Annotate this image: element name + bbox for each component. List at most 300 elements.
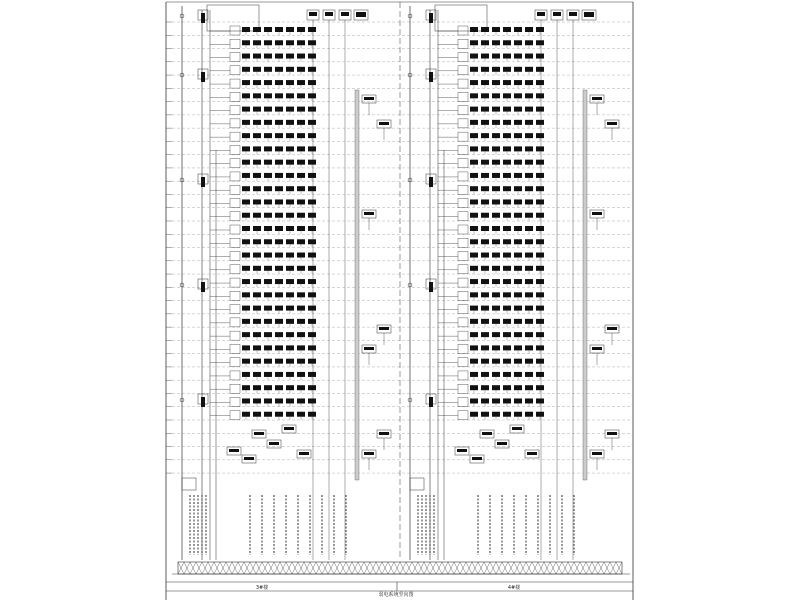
unit-terminal-icon — [253, 199, 261, 204]
cabinet-symbol-fill — [379, 327, 389, 330]
unit-terminal-icon — [297, 40, 305, 45]
unit-terminal-icon — [308, 133, 316, 138]
unit-terminal-icon — [481, 213, 489, 218]
bottom-equipment-fill — [527, 452, 537, 455]
cabinet-symbol-fill — [592, 212, 602, 215]
unit-terminal-icon — [536, 173, 544, 178]
unit-terminal-icon — [503, 54, 511, 59]
unit-terminal-icon — [275, 306, 283, 311]
unit-terminal-icon — [253, 239, 261, 244]
unit-terminal-icon — [514, 40, 522, 45]
unit-terminal-icon — [470, 213, 478, 218]
unit-terminal-icon — [242, 412, 250, 417]
floor-distribution-box — [458, 212, 468, 221]
unit-terminal-icon — [253, 332, 261, 337]
unit-terminal-icon — [536, 67, 544, 72]
unit-terminal-icon — [525, 398, 533, 403]
unit-terminal-icon — [253, 146, 261, 151]
unit-terminal-icon — [492, 107, 500, 112]
unit-terminal-icon — [264, 107, 272, 112]
unit-terminal-icon — [536, 186, 544, 191]
floor-distribution-box — [458, 252, 468, 261]
unit-terminal-icon — [481, 67, 489, 72]
unit-terminal-icon — [470, 40, 478, 45]
unit-terminal-icon — [275, 40, 283, 45]
unit-terminal-icon — [470, 372, 478, 377]
unit-terminal-icon — [286, 54, 294, 59]
unit-terminal-icon — [492, 120, 500, 125]
unit-terminal-icon — [286, 306, 294, 311]
unit-terminal-icon — [503, 332, 511, 337]
floor-distribution-box — [230, 225, 240, 234]
unit-terminal-icon — [492, 266, 500, 271]
unit-terminal-icon — [514, 359, 522, 364]
unit-terminal-icon — [503, 40, 511, 45]
unit-terminal-icon — [481, 120, 489, 125]
unit-terminal-icon — [297, 319, 305, 324]
unit-terminal-icon — [286, 120, 294, 125]
unit-terminal-icon — [264, 372, 272, 377]
floor-distribution-box — [230, 291, 240, 300]
unit-terminal-icon — [242, 253, 250, 258]
unit-terminal-icon — [275, 67, 283, 72]
floor-distribution-box — [458, 411, 468, 420]
unit-terminal-icon — [470, 226, 478, 231]
unit-terminal-icon — [253, 54, 261, 59]
unit-terminal-icon — [536, 27, 544, 32]
unit-terminal-icon — [481, 27, 489, 32]
floor-junction-fill — [429, 397, 433, 407]
floor-distribution-box — [230, 371, 240, 380]
unit-terminal-icon — [242, 239, 250, 244]
unit-terminal-icon — [264, 213, 272, 218]
unit-terminal-icon — [503, 359, 511, 364]
unit-terminal-icon — [253, 345, 261, 350]
unit-terminal-icon — [470, 412, 478, 417]
unit-terminal-icon — [297, 213, 305, 218]
unit-terminal-icon — [308, 80, 316, 85]
floor-distribution-box — [230, 39, 240, 48]
floor-distribution-box — [230, 53, 240, 62]
unit-terminal-icon — [481, 80, 489, 85]
unit-terminal-icon — [503, 146, 511, 151]
unit-terminal-icon — [481, 372, 489, 377]
unit-terminal-icon — [297, 345, 305, 350]
unit-terminal-icon — [492, 133, 500, 138]
unit-terminal-icon — [492, 239, 500, 244]
floor-distribution-box — [230, 26, 240, 35]
floor-distribution-box — [230, 119, 240, 128]
unit-terminal-icon — [242, 266, 250, 271]
unit-terminal-icon — [275, 54, 283, 59]
unit-terminal-icon — [514, 279, 522, 284]
unit-terminal-icon — [264, 40, 272, 45]
unit-terminal-icon — [286, 67, 294, 72]
unit-terminal-icon — [470, 345, 478, 350]
unit-terminal-icon — [308, 199, 316, 204]
unit-terminal-icon — [286, 27, 294, 32]
unit-terminal-icon — [514, 160, 522, 165]
unit-terminal-icon — [242, 27, 250, 32]
unit-terminal-icon — [492, 292, 500, 297]
unit-terminal-icon — [492, 67, 500, 72]
unit-terminal-icon — [264, 54, 272, 59]
unit-terminal-icon — [275, 133, 283, 138]
unit-terminal-icon — [492, 332, 500, 337]
unit-terminal-icon — [275, 412, 283, 417]
unit-terminal-icon — [503, 67, 511, 72]
unit-terminal-icon — [275, 27, 283, 32]
unit-terminal-icon — [275, 319, 283, 324]
unit-terminal-icon — [275, 213, 283, 218]
unit-terminal-icon — [503, 292, 511, 297]
floor-distribution-box — [230, 397, 240, 406]
unit-terminal-icon — [481, 279, 489, 284]
cabinet-symbol-fill — [592, 97, 602, 100]
unit-terminal-icon — [286, 319, 294, 324]
unit-terminal-icon — [536, 292, 544, 297]
unit-terminal-icon — [525, 67, 533, 72]
unit-terminal-icon — [536, 332, 544, 337]
unit-terminal-icon — [242, 199, 250, 204]
unit-terminal-icon — [503, 173, 511, 178]
unit-terminal-icon — [242, 306, 250, 311]
unit-terminal-icon — [242, 292, 250, 297]
unit-terminal-icon — [481, 398, 489, 403]
unit-terminal-icon — [525, 173, 533, 178]
unit-terminal-icon — [275, 186, 283, 191]
floor-junction-fill — [429, 282, 433, 292]
unit-terminal-icon — [470, 146, 478, 151]
unit-terminal-icon — [514, 266, 522, 271]
unit-terminal-icon — [297, 292, 305, 297]
unit-terminal-icon — [286, 93, 294, 98]
unit-terminal-icon — [253, 67, 261, 72]
unit-terminal-icon — [514, 345, 522, 350]
unit-terminal-icon — [481, 186, 489, 191]
unit-terminal-icon — [286, 213, 294, 218]
cabinet-symbol-fill — [607, 432, 617, 435]
unit-terminal-icon — [536, 372, 544, 377]
unit-terminal-icon — [253, 226, 261, 231]
unit-terminal-icon — [470, 266, 478, 271]
unit-terminal-icon — [264, 226, 272, 231]
top-equipment-fill — [553, 12, 561, 16]
floor-distribution-box — [230, 238, 240, 247]
unit-terminal-icon — [492, 213, 500, 218]
unit-terminal-icon — [253, 80, 261, 85]
unit-terminal-icon — [297, 54, 305, 59]
unit-terminal-icon — [514, 93, 522, 98]
unit-terminal-icon — [503, 345, 511, 350]
floor-distribution-box — [458, 66, 468, 75]
floor-distribution-box — [230, 358, 240, 367]
unit-terminal-icon — [514, 67, 522, 72]
bottom-equipment-fill — [254, 432, 264, 435]
unit-terminal-icon — [297, 27, 305, 32]
unit-terminal-icon — [308, 186, 316, 191]
unit-terminal-icon — [525, 279, 533, 284]
unit-terminal-icon — [481, 385, 489, 390]
unit-terminal-icon — [536, 80, 544, 85]
unit-terminal-icon — [297, 160, 305, 165]
unit-terminal-icon — [492, 226, 500, 231]
unit-terminal-icon — [470, 173, 478, 178]
unit-terminal-icon — [264, 27, 272, 32]
building-label-left: 3#楼 — [255, 585, 269, 591]
floor-distribution-box — [230, 331, 240, 340]
floor-distribution-box — [458, 278, 468, 287]
unit-terminal-icon — [536, 319, 544, 324]
top-header-box — [435, 5, 487, 31]
unit-terminal-icon — [264, 345, 272, 350]
unit-terminal-icon — [470, 107, 478, 112]
unit-terminal-icon — [514, 54, 522, 59]
unit-terminal-icon — [286, 412, 294, 417]
top-equipment-fill — [584, 12, 594, 17]
unit-terminal-icon — [308, 412, 316, 417]
unit-terminal-icon — [503, 398, 511, 403]
unit-terminal-icon — [492, 372, 500, 377]
unit-terminal-icon — [242, 332, 250, 337]
unit-terminal-icon — [253, 319, 261, 324]
unit-terminal-icon — [275, 279, 283, 284]
unit-terminal-icon — [242, 186, 250, 191]
unit-terminal-icon — [264, 332, 272, 337]
floor-distribution-box — [230, 212, 240, 221]
unit-terminal-icon — [536, 359, 544, 364]
unit-terminal-icon — [514, 107, 522, 112]
unit-terminal-icon — [492, 40, 500, 45]
unit-terminal-icon — [286, 359, 294, 364]
unit-terminal-icon — [470, 385, 478, 390]
cabinet-symbol-fill — [592, 347, 602, 350]
cabinet-symbol-fill — [364, 212, 374, 215]
unit-terminal-icon — [264, 80, 272, 85]
unit-terminal-icon — [297, 385, 305, 390]
unit-terminal-icon — [297, 372, 305, 377]
unit-terminal-icon — [275, 80, 283, 85]
unit-terminal-icon — [470, 239, 478, 244]
unit-terminal-icon — [308, 306, 316, 311]
unit-terminal-icon — [297, 80, 305, 85]
unit-terminal-icon — [297, 253, 305, 258]
unit-terminal-icon — [297, 133, 305, 138]
unit-terminal-icon — [264, 279, 272, 284]
unit-terminal-icon — [253, 120, 261, 125]
floor-distribution-box — [230, 172, 240, 181]
unit-terminal-icon — [481, 266, 489, 271]
unit-terminal-icon — [525, 107, 533, 112]
unit-terminal-icon — [286, 292, 294, 297]
unit-terminal-icon — [525, 412, 533, 417]
unit-terminal-icon — [286, 385, 294, 390]
unit-terminal-icon — [525, 306, 533, 311]
bottom-equipment-fill — [229, 449, 239, 452]
unit-terminal-icon — [503, 266, 511, 271]
top-header-box — [207, 5, 259, 31]
unit-terminal-icon — [264, 67, 272, 72]
floor-distribution-box — [458, 172, 468, 181]
unit-terminal-icon — [253, 107, 261, 112]
unit-terminal-icon — [525, 40, 533, 45]
unit-terminal-icon — [253, 385, 261, 390]
unit-terminal-icon — [242, 160, 250, 165]
unit-terminal-icon — [503, 160, 511, 165]
floor-distribution-box — [230, 79, 240, 88]
unit-terminal-icon — [481, 199, 489, 204]
unit-terminal-icon — [492, 199, 500, 204]
unit-terminal-icon — [264, 292, 272, 297]
unit-terminal-icon — [264, 398, 272, 403]
unit-terminal-icon — [275, 292, 283, 297]
unit-terminal-icon — [525, 160, 533, 165]
bottom-equipment-fill — [284, 427, 294, 430]
unit-terminal-icon — [286, 199, 294, 204]
unit-terminal-icon — [297, 412, 305, 417]
unit-terminal-icon — [242, 54, 250, 59]
floor-distribution-box — [230, 185, 240, 194]
unit-terminal-icon — [308, 372, 316, 377]
unit-terminal-icon — [253, 213, 261, 218]
floor-distribution-box — [458, 225, 468, 234]
unit-terminal-icon — [275, 372, 283, 377]
unit-terminal-icon — [492, 306, 500, 311]
unit-terminal-icon — [242, 359, 250, 364]
cabinet-symbol-fill — [607, 122, 617, 125]
floor-distribution-box — [458, 344, 468, 353]
floor-distribution-box — [230, 198, 240, 207]
unit-terminal-icon — [514, 412, 522, 417]
top-equipment-fill — [341, 12, 349, 16]
unit-terminal-icon — [481, 359, 489, 364]
floor-distribution-box — [458, 331, 468, 340]
unit-terminal-icon — [286, 186, 294, 191]
unit-terminal-icon — [470, 199, 478, 204]
unit-terminal-icon — [514, 199, 522, 204]
floor-distribution-box — [458, 238, 468, 247]
diagram-title: 弱电系统竖向图 — [378, 592, 414, 598]
unit-terminal-icon — [253, 173, 261, 178]
unit-terminal-icon — [286, 133, 294, 138]
unit-terminal-icon — [470, 306, 478, 311]
floor-junction-fill — [201, 397, 205, 407]
bottom-equipment-fill — [457, 449, 467, 452]
unit-terminal-icon — [481, 345, 489, 350]
floor-distribution-box — [230, 92, 240, 101]
unit-terminal-icon — [481, 319, 489, 324]
unit-terminal-icon — [297, 306, 305, 311]
floor-distribution-box — [230, 384, 240, 393]
unit-terminal-icon — [264, 253, 272, 258]
unit-terminal-icon — [481, 173, 489, 178]
unit-terminal-icon — [525, 186, 533, 191]
unit-terminal-icon — [536, 412, 544, 417]
floor-junction-fill — [201, 177, 205, 187]
unit-terminal-icon — [297, 359, 305, 364]
unit-terminal-icon — [525, 226, 533, 231]
unit-terminal-icon — [492, 345, 500, 350]
unit-terminal-icon — [308, 279, 316, 284]
unit-terminal-icon — [514, 372, 522, 377]
unit-terminal-icon — [308, 120, 316, 125]
unit-terminal-icon — [525, 332, 533, 337]
floor-distribution-box — [458, 305, 468, 314]
unit-terminal-icon — [481, 239, 489, 244]
floor-distribution-box — [458, 106, 468, 115]
unit-terminal-icon — [536, 146, 544, 151]
unit-terminal-icon — [264, 173, 272, 178]
unit-terminal-icon — [275, 173, 283, 178]
unit-terminal-icon — [514, 332, 522, 337]
cabinet-symbol-fill — [607, 327, 617, 330]
unit-terminal-icon — [297, 107, 305, 112]
unit-terminal-icon — [286, 146, 294, 151]
top-equipment-fill — [356, 12, 366, 17]
floor-distribution-box — [458, 198, 468, 207]
unit-terminal-icon — [536, 213, 544, 218]
unit-terminal-icon — [242, 146, 250, 151]
unit-terminal-icon — [525, 146, 533, 151]
floor-junction-fill — [201, 13, 205, 23]
unit-terminal-icon — [492, 54, 500, 59]
unit-terminal-icon — [264, 412, 272, 417]
unit-terminal-icon — [286, 40, 294, 45]
unit-terminal-icon — [264, 160, 272, 165]
unit-terminal-icon — [514, 27, 522, 32]
unit-terminal-icon — [242, 107, 250, 112]
unit-terminal-icon — [286, 332, 294, 337]
unit-terminal-icon — [536, 385, 544, 390]
unit-terminal-icon — [492, 398, 500, 403]
unit-terminal-icon — [492, 160, 500, 165]
unit-terminal-icon — [308, 160, 316, 165]
unit-terminal-icon — [308, 239, 316, 244]
ground-hatch — [172, 562, 630, 574]
unit-terminal-icon — [470, 133, 478, 138]
floor-distribution-box — [230, 278, 240, 287]
unit-terminal-icon — [264, 199, 272, 204]
unit-terminal-icon — [308, 40, 316, 45]
unit-terminal-icon — [525, 213, 533, 218]
floor-distribution-box — [458, 384, 468, 393]
unit-terminal-icon — [503, 239, 511, 244]
unit-terminal-icon — [275, 266, 283, 271]
unit-terminal-icon — [492, 80, 500, 85]
unit-terminal-icon — [297, 398, 305, 403]
unit-terminal-icon — [253, 253, 261, 258]
unit-terminal-icon — [536, 93, 544, 98]
unit-terminal-icon — [297, 332, 305, 337]
unit-terminal-icon — [242, 213, 250, 218]
unit-terminal-icon — [514, 120, 522, 125]
unit-terminal-icon — [275, 345, 283, 350]
cabinet-symbol-fill — [364, 97, 374, 100]
unit-terminal-icon — [525, 133, 533, 138]
unit-terminal-icon — [481, 146, 489, 151]
unit-terminal-icon — [492, 93, 500, 98]
unit-terminal-icon — [253, 160, 261, 165]
unit-terminal-icon — [470, 27, 478, 32]
unit-terminal-icon — [481, 292, 489, 297]
unit-terminal-icon — [525, 266, 533, 271]
floor-distribution-box — [458, 132, 468, 141]
floor-junction-fill — [429, 177, 433, 187]
unit-terminal-icon — [536, 253, 544, 258]
unit-terminal-icon — [481, 332, 489, 337]
unit-terminal-icon — [470, 398, 478, 403]
unit-terminal-icon — [242, 279, 250, 284]
